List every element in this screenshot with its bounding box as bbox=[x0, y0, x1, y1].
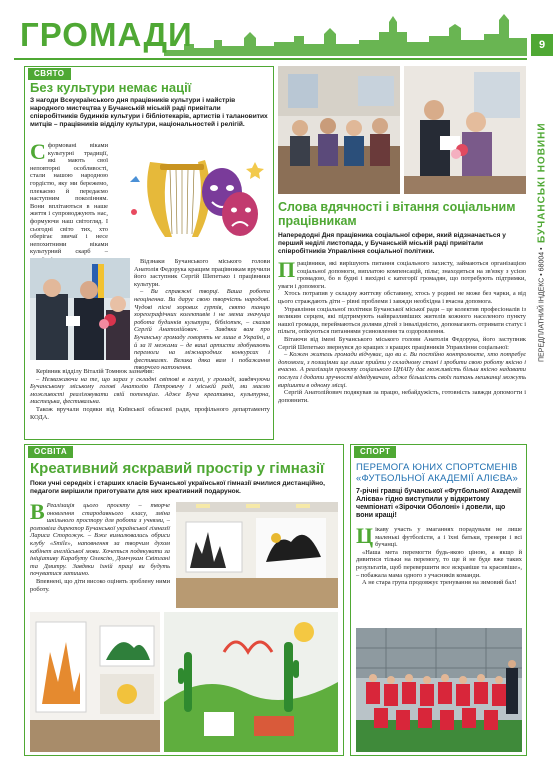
article-culture-col2 bbox=[134, 258, 270, 372]
gymnasium-wall-art-photo bbox=[30, 612, 160, 752]
side-strip bbox=[531, 10, 553, 758]
article-culture-bottom bbox=[30, 368, 270, 421]
article-culture-quote2: – Незважаючи на те, що зараз у складні світові в галузі, у громаді, завдячуючи Бучанському міському голові Анатолію Петровичу і міській раді, ми маємо можливості реалізовувати свій потенціал. Адже Буча креативна, культурна, мистецька, фестивальна. bbox=[30, 375, 270, 406]
article-sport-p2: «Наша мета перемогти будь-якою ціною, а якщо й дивитися тільки на перемогу, то ще й не буде вже таких результатів, щоб перевершити все яскравіше та красивіше», – побажала мама одного з учасників команди. bbox=[356, 548, 522, 579]
football-team-photo bbox=[356, 628, 522, 752]
article-education-p2: Впевнені, що діти високо оцінять зроблену ними роботу. bbox=[30, 577, 170, 593]
article-culture-quote: – Ви справжні творці. Ваша робота неоціненна. Ви дарує свою творчість народові. Чудові пісні хорових гуртів, свято танцю хореографічних колективів і не менш значуща робота будинків культури, бібліотек, – сказав Сергій Анатолійович. – Завдяки вам про Бучанську громаду говорять не лише в Україні, а й за її межами – де ваші артисти здобувають перемоги на міжнародних конкурсах і фестивалях. Велика дяка вам і побажання творчого натхнення. bbox=[134, 288, 270, 372]
article-social-lead: Напередодні Дня працівника соціальної сфери, який відзначається у перший неділі листопада, у Бучанській міській раді привітали співробітників Управління соціальної політики. bbox=[278, 232, 506, 255]
section-title: ГРОМАДИ bbox=[20, 16, 193, 53]
article-culture-col1 bbox=[30, 139, 108, 264]
article-education-p1: Реалізація цього проєкту – творче оновлення стародавнього класу, зміна шкільного простору для роботи з учнями, – розповіла директор Бучанської української гімназії Лариса Сторожук. – Вже вималювались обриси клубу «Smile», наповнення за творчим духом кабінет англійської мови. Хочеться подякувати за ініціативу Карабуту Олексію, Домчукам Світлані та Дмитру. Завдяки їхній праці ви будуть почуватися затишно. bbox=[30, 502, 170, 578]
side-caption bbox=[535, 62, 549, 362]
dropcap-sport: Ц bbox=[356, 523, 374, 548]
article-culture-text1: формовані віками культурні традиції, які мають свої неповторні особливості, стали нашою народною гордістю, яку ми бережемо, плекаємо й передаємо наступним поколінням. Вони вплітаються в наше життя і супроводжують нас, формуючи наш світогляд. І сьогодні світо тих, хто оберігає звичаї і несе непохитними віками культурний скарб – bbox=[30, 142, 108, 256]
article-education-title: Креативний яскравий простір у гімназії bbox=[30, 460, 325, 477]
article-education-lead: Поки учні середніх і старших класів Бучанської української гімназії вчилися дистанційно, педагоги вирішили приготувати для них креативний подарунок. bbox=[30, 480, 325, 495]
article-sport-lead: 7-річні гравці бучанської «Футбольної Академії Алієва» гідно виступили у відкритому чемпіонаті «Зірочки Оболоні» і довели, що вони кращі! bbox=[356, 488, 521, 519]
article-culture-head-note: Керівник відділу Віталій Томнюк зазначив: bbox=[36, 368, 154, 375]
article-social-p5: – Кожен житель громади відчуває, що ви є. Ви постійно контролюєте, хто потребує допомоги, з позиціями ще лише прийти у складному стані і зробити свою роботу якісно і вчасно. А реалізація проєкту соціального ЦНАПу дає можливість більш якісно надавати послуги і додати зручності відвідувачам, адже більшість своїх питань мешканці можуть вирішити в одному місці. bbox=[278, 351, 526, 389]
article-culture-closing: Також вручали подяки від Київської обласної ради, профільного департаменту КОДА. bbox=[30, 405, 270, 421]
meeting-photo-2 bbox=[404, 66, 526, 194]
gymnasium-hall-photo bbox=[176, 502, 338, 608]
article-social-p1: рацівники, які вирішують питання соціального захисту, займаються організацією соціальної допомоги, виплатою компенсацій, пільг, знаходяться на зв'язку з усією громадою, бо в будні і вихідні є категорії громадян, що потребують підтримки, уваги і допомоги. bbox=[278, 260, 526, 290]
gymnasium-mural-photo bbox=[164, 612, 338, 752]
section-badge-culture: СВЯТО bbox=[28, 68, 71, 80]
page-number: 9 bbox=[531, 34, 553, 56]
article-social-p6: Сергій Анатолійович подякував за працю, небайдужість, готовність завжди допомогти і доповнити. bbox=[278, 389, 526, 404]
article-culture-lead: З нагоди Всеукраїнського дня працівників культури і майстрів народного мистецтва у Бучанській міській раді привітали співробітників будинків культури і бібліотекарів, артистів і талановитих митців – працівників відділу культури, національностей і релігій. bbox=[30, 97, 268, 128]
article-sport-p3: А не стара група продовжує тренування на зимовий бал! bbox=[362, 579, 517, 587]
section-badge-education: ОСВІТА bbox=[28, 446, 73, 458]
city-skyline-graphic bbox=[164, 10, 527, 56]
masks-lyre-illustration bbox=[110, 142, 270, 254]
article-social-p2: Хтось потрапив у складну життєву обставину, хтось у родині не може без чарки, а від цього страждають діти – рівні проблеми і завжди необхідна і вчасна допомога. bbox=[278, 290, 526, 305]
article-social-p4: Вітаючи від імені Бучанського міського голови Анатолія Федорука, його заступник Сергій Шепетько звернувся до кращих з кращих працівників Управління соціальної: bbox=[278, 335, 526, 351]
article-social-text bbox=[278, 257, 526, 404]
dropcap-education: В bbox=[30, 499, 45, 524]
subscription-info: ПЕРЕДПЛАТНИЙ ІНДЕКС • 68004 • bbox=[538, 247, 546, 362]
article-culture-title: Без культури немає нації bbox=[30, 80, 192, 95]
dropcap-culture: С bbox=[30, 139, 46, 164]
article-sport-title: ПЕРЕМОГА ЮНИХ СПОРТСМЕНІВ «ФУТБОЛЬНОЇ АКАДЕМІЇ АЛІЄВА» bbox=[356, 462, 518, 484]
article-sport-text bbox=[356, 523, 522, 587]
article-education-text bbox=[30, 499, 170, 593]
meeting-photo-1 bbox=[278, 66, 400, 194]
award-ceremony-photo-culture bbox=[30, 258, 130, 360]
article-social-p3: Управління соціальної політики Бучанської міської ради – це колектив професіоналів із великим серцем, які підтримують найвразливіших жителів кожного населеного пункту нашої громади, переймаються долями дітей з інвалідністю, допомагають отримати статус і пільги, опікуються питаннями усиновлення та оздоровлення. bbox=[278, 305, 526, 336]
article-culture-awards: Відзнаки Бучанського міського голови Анатолія Федорука кращим працівникам вручили його заступник Сергій Шепетько і працівники культури. bbox=[134, 258, 270, 288]
header-divider bbox=[14, 58, 527, 60]
section-badge-sport: СПОРТ bbox=[354, 446, 396, 458]
article-social-title: Слова вдячності і вітання соціальним працівникам bbox=[278, 200, 516, 228]
article-sport-p1: ікаву участь у змаганнях порадували не лише маленькі футболісти, а і їхні батьки, тренери і всі бучанці. bbox=[375, 526, 522, 549]
dropcap-social: П bbox=[278, 257, 296, 282]
newspaper-name: БУЧАНСЬКІ НОВИНИ bbox=[536, 122, 548, 244]
page-header bbox=[14, 10, 527, 58]
